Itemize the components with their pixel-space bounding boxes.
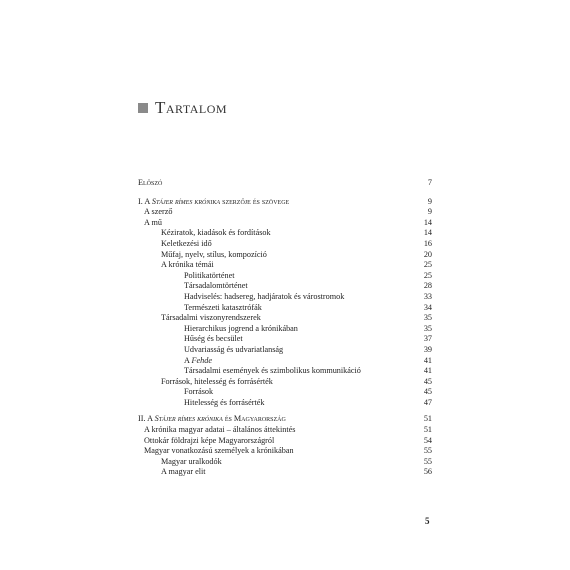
toc-entry-label: Természeti katasztrófák: [184, 302, 262, 312]
toc-entry: [138, 446, 432, 457]
toc-entry-page: 51: [423, 414, 432, 424]
toc-entry-label: A krónika témái: [161, 260, 214, 270]
toc-entry-page: 25: [423, 260, 432, 270]
toc-entry-label: Kéziratok, kiadások és fordítások: [161, 228, 271, 238]
heading-square-bullet: [138, 103, 148, 113]
toc-entry-label: Társadalomtörténet: [184, 281, 248, 291]
contents-heading: [138, 98, 227, 118]
toc-chapter-1: [138, 197, 432, 208]
toc-entry-page: 16: [423, 238, 432, 248]
toc-entry: [138, 324, 432, 335]
toc-entry-label: A mű: [144, 217, 162, 227]
toc-entry-label: Politikatörténet: [184, 270, 235, 280]
toc-entry-label: Hűség és becsület: [184, 334, 243, 344]
toc-entry-label: Ottokár földrajzi képe Magyarországról: [144, 435, 275, 445]
table-of-contents: [138, 178, 432, 478]
toc-entry-page: 28: [423, 281, 432, 291]
toc-entry-eloszo: [138, 178, 432, 189]
toc-entry: [138, 377, 432, 388]
toc-entry-label: Előszó: [138, 178, 163, 187]
toc-entry: [138, 228, 432, 239]
toc-entry-page: 54: [423, 435, 432, 445]
chapter-prefix: II. A: [138, 414, 155, 424]
toc-entry-page: 41: [423, 366, 432, 376]
toc-entry-label: Hitelesség és forrásérték: [184, 397, 265, 407]
toc-entry-page: 20: [423, 249, 432, 259]
toc-entry: [138, 467, 432, 478]
toc-entry-page: 25: [423, 270, 432, 280]
toc-entry-page: 9: [427, 196, 432, 206]
toc-entry: [138, 334, 432, 345]
toc-entry-label: Források: [184, 387, 214, 397]
toc-entry-label: Magyar uralkodók: [161, 456, 222, 466]
chapter-prefix: I. A: [138, 196, 152, 206]
toc-entry-label: Társadalmi események és szimbolikus kommunikáció: [184, 366, 361, 376]
entry-italic: Fehde: [191, 355, 212, 365]
toc-entry-label: A krónika magyar adatai – általános áttekintés: [144, 425, 296, 435]
toc-entry-label: A magyar elit: [161, 467, 206, 477]
chapter-title-italic: Stájer rímes krónika: [154, 414, 223, 424]
toc-entry-page: 45: [423, 376, 432, 386]
toc-entry: [138, 398, 432, 409]
toc-entry-label: Hierarchikus jogrend a krónikában: [184, 323, 298, 333]
toc-entry: [138, 425, 432, 436]
chapter-suffix: és Magyarország: [222, 414, 286, 424]
toc-entry-label: Hadviselés: hadsereg, hadjáratok és várostromok: [184, 291, 345, 301]
toc-entry: [138, 271, 432, 282]
toc-entry-label: [184, 356, 212, 367]
toc-entry-label: A szerző: [144, 207, 173, 217]
toc-entry-page: 37: [423, 334, 432, 344]
toc-entry-label: Udvariasság és udvariatlanság: [184, 344, 284, 354]
toc-chapter-label: [138, 414, 286, 425]
toc-entry-page: 35: [423, 323, 432, 333]
toc-entry: [138, 218, 432, 229]
toc-entry-page: 47: [423, 397, 432, 407]
toc-entry-label: Keletkezési idő: [161, 238, 212, 248]
toc-entry: [138, 292, 432, 303]
toc-entry: [138, 260, 432, 271]
toc-chapter-label: [138, 197, 289, 208]
toc-entry-label: Társadalmi viszonyrendszerek: [161, 313, 261, 323]
toc-entry-page: 9: [427, 207, 432, 217]
contents-title: Tartalom: [155, 98, 228, 117]
page-number: 5: [425, 516, 430, 526]
toc-entry-page: 56: [423, 467, 432, 477]
toc-entry-page: 35: [423, 313, 432, 323]
toc-entry: [138, 239, 432, 250]
toc-entry: [138, 207, 432, 218]
toc-entry-page: 34: [423, 302, 432, 312]
toc-entry: [138, 387, 432, 398]
chapter-2-entries: [138, 425, 432, 478]
toc-entry-label: Műfaj, nyelv, stílus, kompozíció: [161, 249, 267, 259]
toc-entry: [138, 457, 432, 468]
toc-entry: [138, 313, 432, 324]
toc-entry: [138, 281, 432, 292]
toc-entry: [138, 436, 432, 447]
toc-chapter-2: [138, 414, 432, 425]
toc-entry-page: 14: [423, 228, 432, 238]
toc-entry-page: 51: [423, 425, 432, 435]
entry-prefix: A: [184, 355, 192, 365]
chapter-title-italic: Stájer rímes krónika: [151, 196, 221, 206]
toc-entry: [138, 366, 432, 377]
toc-entry: [138, 345, 432, 356]
toc-entry-page: 39: [423, 344, 432, 354]
toc-entry-page: 45: [423, 387, 432, 397]
toc-entry-page: 14: [423, 217, 432, 227]
toc-entry-label: Magyar vonatkozású személyek a krónikában: [144, 446, 294, 456]
chapter-suffix: szerzője és szövege: [220, 196, 290, 206]
toc-entry-page: 7: [427, 178, 432, 187]
chapter-1-entries: [138, 207, 432, 408]
toc-entry-page: 55: [423, 446, 432, 456]
toc-entry-page: 41: [423, 355, 432, 365]
toc-entry-fehde: [138, 356, 432, 367]
toc-entry-page: 33: [423, 291, 432, 301]
toc-entry: [138, 303, 432, 314]
toc-entry-label: Források, hitelesség és forrásérték: [161, 376, 273, 386]
toc-entry: [138, 250, 432, 261]
toc-entry-page: 55: [423, 456, 432, 466]
